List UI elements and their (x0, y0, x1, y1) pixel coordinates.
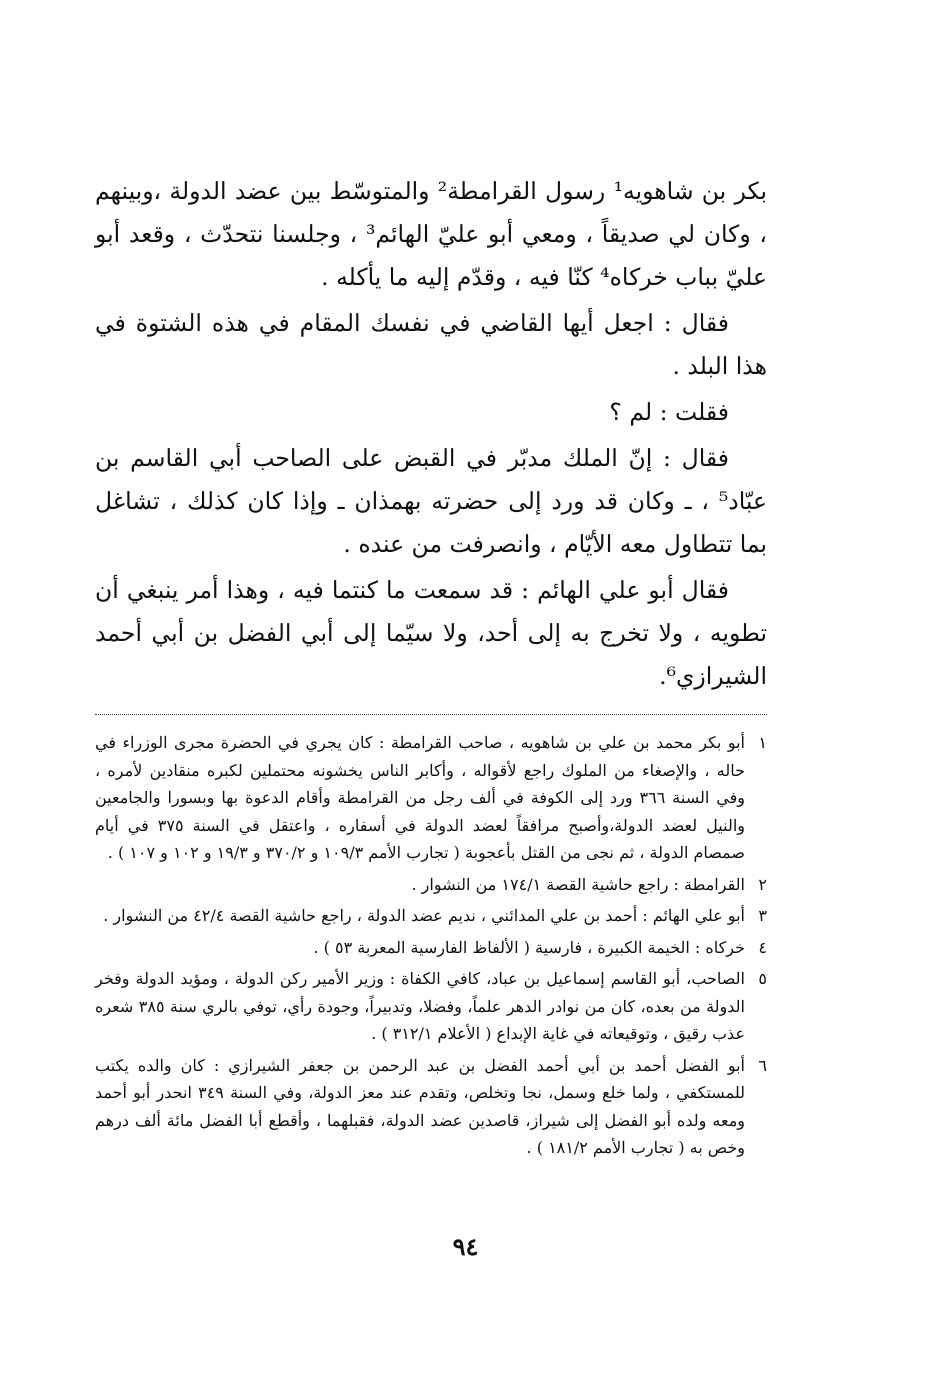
paragraph: فقلت : لم ؟ (609, 398, 729, 426)
footnote-number: ١ (758, 733, 767, 752)
footnote (95, 934, 767, 962)
footnote-text: أبو علي الهائم : أحمد بن علي المدائني ، نديم عضد الدولة ، راجع حاشية القصة ٤٢/٤ من النشوار . (103, 906, 745, 925)
footnote (95, 871, 767, 899)
paragraph: بكر بن شاهويه¹ رسول القرامطة² والمتوسّط بين عضد الدولة ،وبينهم ، وكان لي صديقاً ، ومعي أبو عليّ الهائم³ ، وجلسنا نتحدّث ، وقعد أبو عليّ بباب خركاه⁴ كنّا فيه ، وقدّم إليه ما يأكله . (95, 177, 767, 291)
footnote (95, 729, 767, 867)
footnote (95, 902, 767, 930)
book-page (95, 170, 767, 1166)
paragraph: فقال : اجعل أيها القاضي في نفسك المقام في هذه الشتوة في هذا البلد . (95, 309, 767, 380)
footnote (95, 965, 767, 1048)
paragraph: فقال : إنّ الملك مدبّر في القبض على الصاحب أبي القاسم بن عبّاد⁵ ، ـ وكان قد ورد إلى حضرته بهمذان ـ وإذا كان كذلك ، تشاغل بما تتطاول معه الأيّام ، وانصرفت من عنده . (95, 444, 767, 558)
footnote-text: أبو الفضل أحمد بن أبي أحمد الفضل بن عبد الرحمن بن جعفر الشيرازي : كان والده يكتب للمستكفي ، ولما خلع وسمل، نجا وتخلص، وتقدم عند معز الدولة، وفي السنة ٣٤٩ انحدر أبو أحمد ومعه ولده أبو الفضل إلى شيراز، قاصدين عضد الدولة، فقبلهما ، وأقطع أبا الفضل مائة ألف درهم وخص به ( تجارب الأمم ١٨١/٢ ) . (95, 1055, 745, 1157)
footnote-text: الصاحب، أبو القاسم إسماعيل بن عباد، كافي الكفاة : وزير الأمير ركن الدولة ، ومؤيد الدولة وفخر الدولة من بعده، كان من نوادر الدهر علماً، وفضلا، وتدبيراً، وجودة رأي، توفي بالري سنة ٣٨٥ شعره عذب رقيق ، وتوقيعاته في غاية الإبداع ( الأعلام ٣١٢/١ ) . (95, 969, 746, 1043)
footnote-text: القرامطة : راجع حاشية القصة ١٧٤/١ من النشوار . (411, 874, 745, 894)
footnotes (95, 729, 767, 1162)
main-text (95, 170, 767, 698)
footnote-number: ٣ (758, 906, 767, 925)
footnote-number: ٦ (758, 1055, 767, 1075)
footnote-divider (95, 714, 767, 715)
paragraph: فقال أبو علي الهائم : قد سمعت ما كنتما فيه ، وهذا أمر ينبغي أن تطويه ، ولا تخرج به إلى أحد، ولا سيّما إلى أبي الفضل بن أبي أحمد الشيرازي⁶. (95, 576, 767, 690)
footnote-number: ٤ (758, 937, 767, 957)
footnote-number: ٥ (758, 969, 767, 988)
footnote-number: ٢ (758, 874, 767, 894)
footnote-text: أبو بكر محمد بن علي بن شاهويه ، صاحب القرامطة : كان يجري في الحضرة مجرى الوزراء في حاله ، والإصغاء من الملوك راجع لأقواله ، وأكابر الناس يخشونه محتملين لكبره منقادين لأمره ، وفي السنة ٣٦٦ ورد إلى الكوفة في ألف رجل من القرامطة وأقام الدعوة بها وبسورا والجامعين والنيل لعضد الدولة،وأصبح مرافقاً لعضد الدولة في أسفاره ، واعتقل في السنة ٣٧٥ في أيام صمصام الدولة ، ثم نجى من القتل بأعجوبة ( تجارب الأمم ١٠٩/٣ و ٣٧٠/٢ و ١٩/٣ و ١٠٢ و ١٠٧ ) . (95, 733, 745, 862)
footnote-text: خركاه : الخيمة الكبيرة ، فارسية ( الألفاظ الفارسية المعربة ٥٣ ) . (313, 937, 745, 957)
footnote (95, 1052, 767, 1162)
page-number: ٩٤ (452, 1232, 479, 1261)
